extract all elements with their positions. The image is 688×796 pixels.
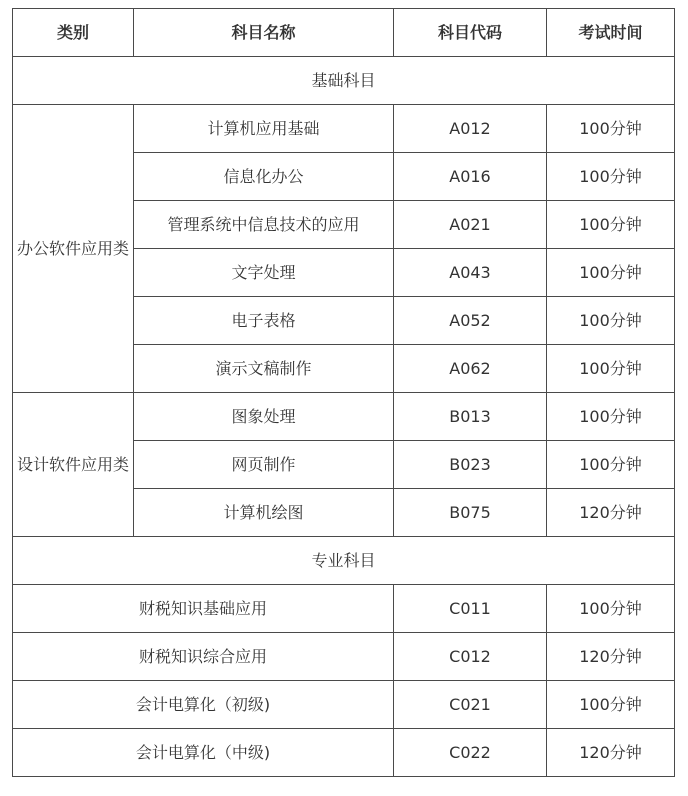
header-row [13,9,675,57]
section-title-basic: 基础科目 [13,57,675,105]
subject-name: 会计电算化（初级) [13,681,394,729]
subject-code: B075 [394,489,547,537]
table-row [13,681,675,729]
category-office: 办公软件应用类 [13,105,134,393]
subject-code: A062 [394,345,547,393]
subject-code: C012 [394,633,547,681]
exam-time: 120分钟 [547,633,675,681]
header-subject-name: 科目名称 [134,9,394,57]
exam-time: 100分钟 [547,393,675,441]
exam-time: 100分钟 [547,345,675,393]
section-row-basic [13,57,675,105]
category-design: 设计软件应用类 [13,393,134,537]
subject-code: A021 [394,201,547,249]
exam-time: 100分钟 [547,249,675,297]
subject-name: 计算机绘图 [134,489,394,537]
table-row [13,633,675,681]
subject-name: 文字处理 [134,249,394,297]
subject-name: 网页制作 [134,441,394,489]
subject-code: B023 [394,441,547,489]
subject-code: B013 [394,393,547,441]
subject-code: A016 [394,153,547,201]
exam-time: 100分钟 [547,441,675,489]
subject-code: A043 [394,249,547,297]
exam-time: 120分钟 [547,729,675,777]
header-exam-time: 考试时间 [547,9,675,57]
exam-time: 100分钟 [547,585,675,633]
table-row [13,393,675,441]
exam-time: 120分钟 [547,489,675,537]
exam-time: 100分钟 [547,105,675,153]
exam-time: 100分钟 [547,297,675,345]
subject-name: 电子表格 [134,297,394,345]
exam-subjects-table-wrapper [12,8,675,777]
subject-code: C011 [394,585,547,633]
table-row [13,585,675,633]
subject-code: A052 [394,297,547,345]
section-row-professional [13,537,675,585]
exam-time: 100分钟 [547,153,675,201]
subject-name: 信息化办公 [134,153,394,201]
subject-code: C022 [394,729,547,777]
subject-name: 演示文稿制作 [134,345,394,393]
subject-name: 计算机应用基础 [134,105,394,153]
table-row [13,105,675,153]
header-category: 类别 [13,9,134,57]
table-row [13,729,675,777]
subject-code: C021 [394,681,547,729]
exam-time: 100分钟 [547,201,675,249]
exam-subjects-table [12,8,675,777]
subject-name: 图象处理 [134,393,394,441]
section-title-professional: 专业科目 [13,537,675,585]
subject-name: 财税知识综合应用 [13,633,394,681]
subject-name: 财税知识基础应用 [13,585,394,633]
exam-time: 100分钟 [547,681,675,729]
subject-code: A012 [394,105,547,153]
subject-name: 管理系统中信息技术的应用 [134,201,394,249]
header-subject-code: 科目代码 [394,9,547,57]
subject-name: 会计电算化（中级) [13,729,394,777]
